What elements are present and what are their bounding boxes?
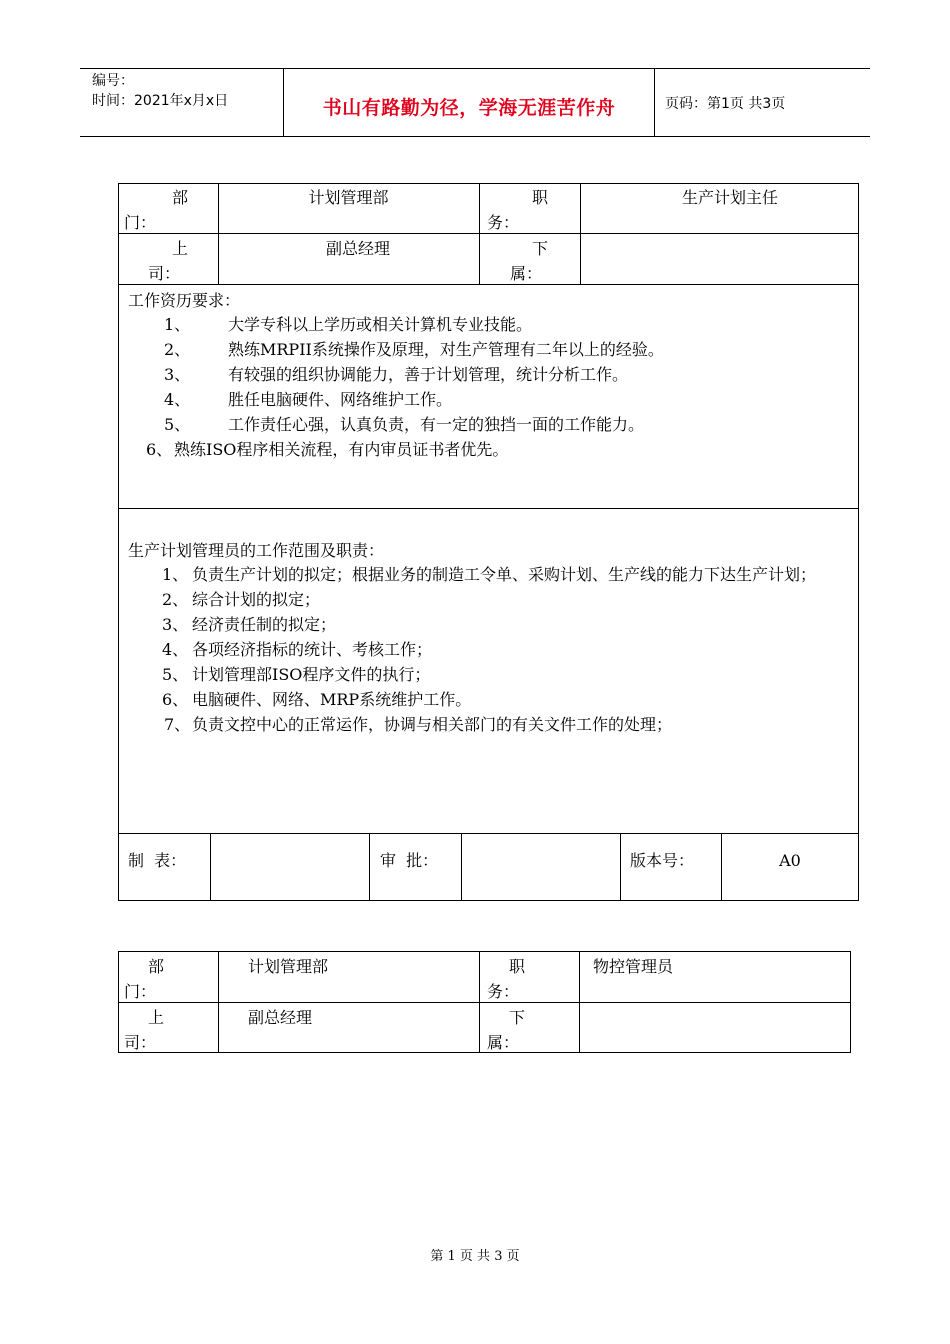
- dept-label-line2: 门：: [124, 213, 157, 232]
- subordinate-label-line2: 属：: [510, 264, 543, 283]
- table-1-col-divider: [620, 833, 621, 901]
- dept-value: 计划管理部: [308, 188, 389, 207]
- header-page-info: [655, 69, 870, 136]
- table-1-row-divider: [118, 284, 859, 285]
- list-item: 2、 熟练MRPII系统操作及原理，对生产管理有二年以上的经验。: [164, 340, 664, 359]
- table-1-col-divider: [369, 833, 370, 901]
- version-value: A0: [779, 851, 801, 870]
- list-item: 6、 电脑硬件、网络、MRP系统维护工作。: [162, 690, 472, 709]
- duties-title: 生产计划管理员的工作范围及职责：: [128, 541, 385, 560]
- page-footer: [0, 1245, 950, 1264]
- superior-label-line2: 司：: [124, 1033, 157, 1052]
- footer-page-number: 第 1 页 共 3 页: [430, 1249, 520, 1264]
- dept-value: 计划管理部: [248, 957, 329, 976]
- position-label-line2: 务：: [487, 213, 520, 232]
- list-item: 5、 工作责任心强，认真负责，有一定的独挡一面的工作能力。: [164, 415, 645, 434]
- list-item: 4、 各项经济指标的统计、考核工作；: [162, 640, 433, 659]
- table-2-col-divider: [479, 951, 480, 1053]
- subordinate-label-line1: 下: [531, 239, 548, 258]
- motto-text: 书山有路勤为径，学海无涯苦作舟: [322, 97, 616, 119]
- list-item: 3、 经济责任制的拟定；: [162, 615, 337, 634]
- table-1-col-divider: [461, 833, 462, 901]
- header-meta: [80, 69, 283, 136]
- list-item: 3、 有较强的组织协调能力，善于计划管理，统计分析工作。: [164, 365, 629, 384]
- superior-value: 副总经理: [248, 1008, 313, 1027]
- list-item: 4、 胜任电脑硬件、网络维护工作。: [164, 390, 453, 409]
- superior-label-line1: 上: [171, 239, 188, 258]
- position-label-line1: 职: [508, 957, 525, 976]
- version-label: 版本号：: [630, 851, 695, 870]
- dept-label-line2: 门：: [124, 982, 157, 1001]
- subordinate-label-line2: 属：: [487, 1033, 520, 1052]
- superior-label-line2: 司：: [148, 264, 181, 283]
- dept-label-line1: 部: [147, 957, 164, 976]
- requirements-title: 工作资历要求：: [128, 291, 241, 310]
- page-header: [80, 68, 870, 137]
- table-2-col-divider: [579, 951, 580, 1053]
- table-1-row-divider: [118, 833, 859, 834]
- position-value: 生产计划主任: [681, 188, 778, 207]
- superior-value: 副总经理: [325, 239, 390, 258]
- position-label-line2: 务：: [487, 982, 520, 1001]
- duties-list: [128, 562, 853, 737]
- header-motto-box: [283, 69, 655, 136]
- list-item: 1、 负责生产计划的拟定；根据业务的制造工令单、采购计划、生产线的能力下达生产计划；: [162, 565, 817, 584]
- table-1-col-divider: [479, 183, 480, 284]
- list-item: 7、 负责文控中心的正常运作，协调与相关部门的有关文件工作的处理；: [164, 715, 673, 734]
- table-1-col-divider: [210, 833, 211, 901]
- table-2-col-divider: [218, 951, 219, 1053]
- requirements-list: [128, 312, 848, 462]
- made-by-label: 制 表：: [128, 851, 187, 870]
- superior-label-line1: 上: [147, 1008, 164, 1027]
- serial-label: 编号：: [92, 73, 134, 89]
- dept-label-line1: 部: [171, 188, 188, 207]
- approved-label: 审 批：: [380, 851, 439, 870]
- time-label: 时间：2021年x月x日: [92, 93, 229, 109]
- list-item: 6、 熟练ISO程序相关流程，有内审员证书者优先。: [146, 440, 509, 459]
- list-item: 5、 计划管理部ISO程序文件的执行；: [162, 665, 431, 684]
- list-item: 1、 大学专科以上学历或相关计算机专业技能。: [164, 315, 533, 334]
- table-2-row-divider: [118, 1002, 851, 1003]
- position-label-line1: 职: [531, 188, 548, 207]
- position-value: 物控管理员: [593, 957, 674, 976]
- subordinate-label-line1: 下: [508, 1008, 525, 1027]
- list-item: 2、 综合计划的拟定；: [162, 590, 321, 609]
- page-info-text: 页码：第1页 共3页: [665, 95, 786, 112]
- table-1-row-divider: [118, 508, 859, 509]
